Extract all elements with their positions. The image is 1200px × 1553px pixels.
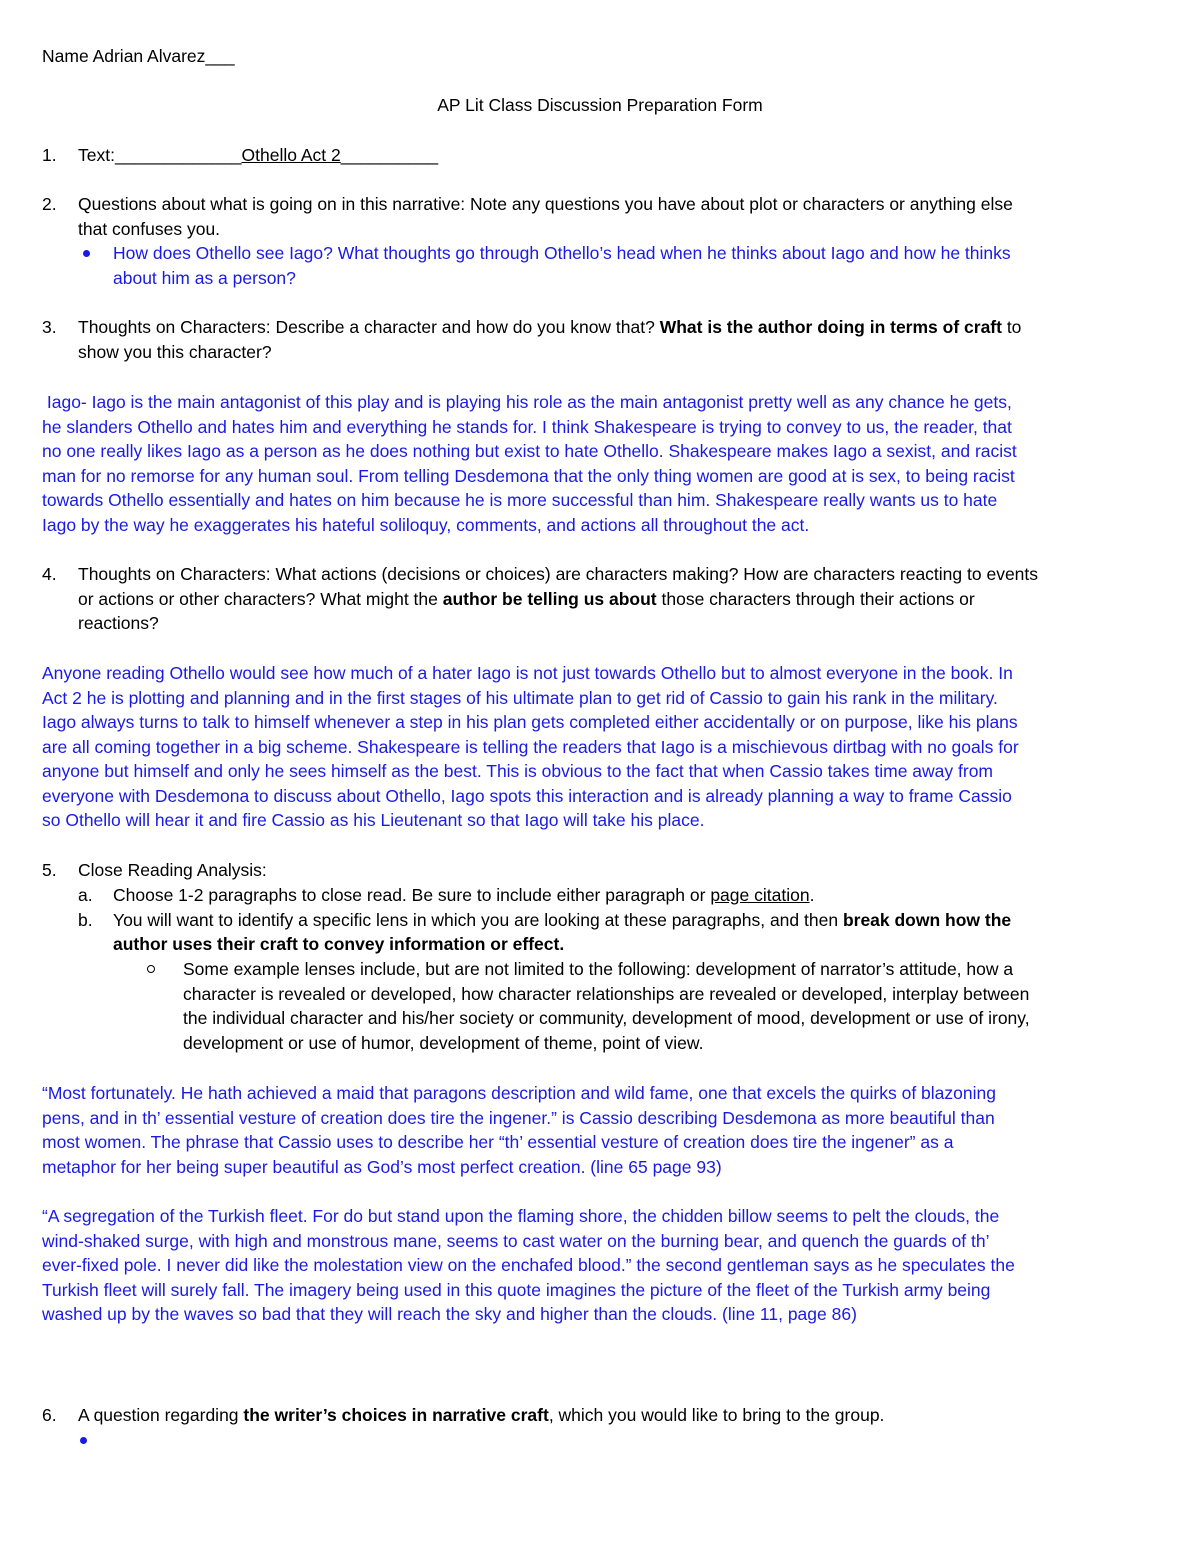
q3-answer-line: no one really likes Iago as a person as he does nothing but exist to hate Othello. Shakespeare makes Iago a sexist, and racist — [42, 441, 1017, 461]
q2-answer-line: about him as a person? — [113, 268, 296, 288]
q2-prompt-line: that confuses you. — [78, 219, 221, 239]
lens-line: character is revealed or developed, how character relationships are revealed or developed, interplay between — [183, 984, 1030, 1004]
q4-prompt-line: or actions or other characters? What might the author be telling us about those characters through their actions or — [78, 589, 975, 609]
q5-answer-line: ever-fixed pole. I never did like the molestation view on the enchafed blood.” the second gentleman says as he speculates the — [42, 1255, 1015, 1275]
q4-prompt-line: reactions? — [78, 613, 159, 633]
q4-number: 4. — [42, 564, 57, 584]
q5-answer-line: Turkish fleet will surely fall. The imagery being used in this quote imagines the picture of the fleet of the Turkish army being — [42, 1279, 991, 1300]
lens-line: Some example lenses include, but are not limited to the following: development of narrator’s attitude, how a — [183, 959, 1014, 979]
q5-prompt: Close Reading Analysis: — [78, 860, 267, 880]
student-name: Name Adrian Alvarez___ — [42, 46, 235, 66]
lens-line: the individual character and his/her society or community, development of mood, development or use of irony, — [183, 1008, 1030, 1028]
q5-number: 5. — [42, 860, 57, 880]
circle-bullet-icon — [147, 965, 155, 973]
q4-answer-line: anyone but himself and only he sees himself as the best. This is obvious to the fact that when Cassio takes time away from — [42, 761, 993, 781]
q5-answer-line: pens, and in th’ essential vesture of creation does tire the ingener.” is Cassio describing Desdemona as more beautiful than — [42, 1107, 995, 1128]
q5-answer-line: “Most fortunately. He hath achieved a maid that paragons description and wild fame, one that excels the quirks of blazoning — [42, 1083, 996, 1103]
lens-line: development or use of humor, development of theme, point of view. — [183, 1033, 704, 1053]
q1-value: Othello Act 2 — [241, 145, 341, 165]
q3-number: 3. — [42, 317, 57, 337]
q4-answer-line: everyone with Desdemona to discuss about Othello, Iago spots this interaction and is already planning a way to frame Cassio — [42, 785, 1012, 806]
q5-answer-line: “A segregation of the Turkish fleet. For do but stand upon the flaming shore, the chidden billow seems to pelt the clouds, the — [42, 1206, 1000, 1226]
q2-prompt-line: Questions about what is going on in this narrative: Note any questions you have about plot or characters or anything else — [78, 194, 1013, 214]
q2-answer-line: How does Othello see Iago? What thoughts go through Othello’s head when he thinks about Iago and how he thinks — [113, 243, 1011, 263]
q6-number: 6. — [42, 1405, 57, 1425]
q5b-text: author uses their craft to convey information or effect. — [113, 934, 565, 954]
q1-pad2: __________ — [340, 145, 439, 165]
q5b-letter: b. — [78, 910, 93, 930]
q5-answer-line: wind-shaked surge, with high and monstrous mane, seems to cast water on the burning bear, and quench the guards of th’ — [42, 1230, 990, 1251]
q1-number: 1. — [42, 145, 57, 165]
q3-prompt-line: show you this character? — [78, 342, 272, 362]
q3-answer-line: Iago by the way he exaggerates his hateful soliloquy, comments, and actions all throughout the act. — [42, 514, 810, 535]
bullet-icon — [83, 250, 90, 257]
q3-answer-line: man for no remorse for any human soul. From telling Desdemona that the only thing women are good at is sex, to being racist — [42, 465, 1015, 486]
q1-pad1: _____________ — [114, 145, 242, 165]
q3-prompt-line: Thoughts on Characters: Describe a character and how do you know that? What is the author doing in terms of craft to — [78, 317, 1022, 337]
bullet-icon — [80, 1437, 87, 1444]
q5-answer-line: washed up by the waves so bad that they will reach the sky and higher than the clouds. (line 11, page 86) — [42, 1304, 857, 1324]
q4-answer-line: so Othello will hear it and fire Cassio as his Lieutenant so that Iago will take his place. — [42, 810, 705, 830]
q4-prompt-line: Thoughts on Characters: What actions (decisions or choices) are characters making? How are characters reacting to events — [78, 564, 1039, 584]
q4-answer-line: Act 2 he is plotting and planning and in the first stages of his ultimate plan to get rid of Cassio to gain his rank in the military. — [42, 687, 998, 708]
q1-label: Text: — [78, 145, 115, 165]
q3-answer-line: towards Othello essentially and hates on him because he is more successful than him. Shakespeare really wants us to hate — [42, 490, 998, 510]
q5a-letter: a. — [78, 885, 93, 905]
q6-prompt: A question regarding the writer’s choices in narrative craft, which you would like to bring to the group. — [78, 1405, 885, 1425]
q5-answer-line: metaphor for her being super beautiful as God’s most perfect creation. (line 65 page 93) — [42, 1156, 722, 1177]
q3-answer-line: Iago- Iago is the main antagonist of this play and is playing his role as the main antagonist pretty well as any chance he gets, — [42, 392, 1012, 412]
q4-answer-line: are all coming together in a big scheme. Shakespeare is telling the readers that Iago is a mischievous dirtbag with no goals for — [42, 736, 1019, 757]
q4-answer-line: Anyone reading Othello would see how much of a hater Iago is not just towards Othello but to almost everyone in the book. In — [42, 663, 1013, 683]
q3-answer-line: he slanders Othello and hates him and everything he stands for. I think Shakespeare is trying to convey to us, the reader, that — [42, 416, 1012, 437]
q2-number: 2. — [42, 194, 57, 214]
q5a-text: Choose 1-2 paragraphs to close read. Be sure to include either paragraph or page citation. — [113, 885, 815, 905]
q5b-text: You will want to identify a specific lens in which you are looking at these paragraphs, and then break down how the — [113, 910, 1012, 930]
q4-answer-line: Iago always turns to talk to himself whenever a step in his plan gets completed either accidentally or on purpose, like his plans — [42, 712, 1018, 732]
q1-text-field — [78, 143, 438, 168]
q5-answer-line: most women. The phrase that Cassio uses to describe her “th’ essential vesture of creation does tire the ingener” as a — [42, 1132, 954, 1152]
page-title: AP Lit Class Discussion Preparation Form — [437, 95, 763, 115]
